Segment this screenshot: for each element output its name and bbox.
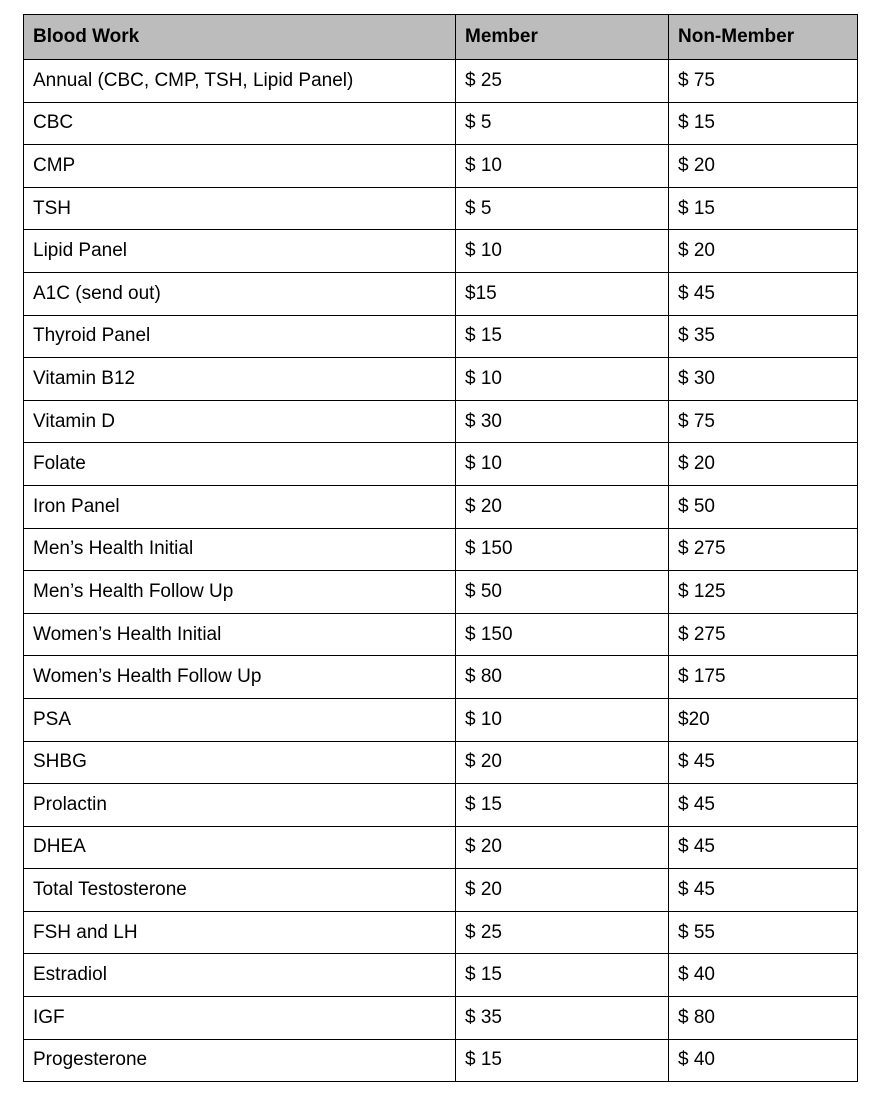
table-row [24,613,858,656]
member-price-cell: $ 80 [456,656,669,699]
member-price-cell: $ 20 [456,869,669,912]
table-row [24,528,858,571]
member-price-cell: $ 15 [456,315,669,358]
table-row [24,784,858,827]
non-member-price-cell: $ 55 [669,911,858,954]
test-name-cell: DHEA [24,826,456,869]
header-row [24,15,858,60]
test-name-cell: FSH and LH [24,911,456,954]
test-name-cell: Vitamin B12 [24,358,456,401]
non-member-price-cell: $ 45 [669,272,858,315]
non-member-price-cell: $ 45 [669,784,858,827]
blood-work-price-table [23,14,858,1082]
member-price-cell: $ 10 [456,443,669,486]
member-price-cell: $ 20 [456,741,669,784]
table-row [24,656,858,699]
test-name-cell: Men’s Health Initial [24,528,456,571]
test-name-cell: IGF [24,997,456,1040]
non-member-price-cell: $ 45 [669,741,858,784]
member-price-cell: $ 30 [456,400,669,443]
table-row [24,102,858,145]
table-row [24,443,858,486]
non-member-price-cell: $ 125 [669,571,858,614]
non-member-price-cell: $ 35 [669,315,858,358]
table-row [24,145,858,188]
test-name-cell: TSH [24,187,456,230]
table-row [24,358,858,401]
non-member-price-cell: $ 20 [669,145,858,188]
member-price-cell: $ 150 [456,528,669,571]
test-name-cell: Thyroid Panel [24,315,456,358]
member-price-cell: $ 35 [456,997,669,1040]
table-row [24,315,858,358]
member-price-cell: $ 10 [456,230,669,273]
test-name-cell: SHBG [24,741,456,784]
non-member-price-cell: $ 20 [669,230,858,273]
test-name-cell: Men’s Health Follow Up [24,571,456,614]
non-member-price-cell: $ 45 [669,826,858,869]
table-row [24,954,858,997]
non-member-price-cell: $ 275 [669,528,858,571]
non-member-price-cell: $ 15 [669,102,858,145]
table-row [24,60,858,103]
member-price-cell: $ 10 [456,698,669,741]
non-member-price-cell: $ 175 [669,656,858,699]
table-row [24,485,858,528]
non-member-price-cell: $ 30 [669,358,858,401]
member-price-cell: $ 20 [456,826,669,869]
non-member-price-cell: $ 80 [669,997,858,1040]
non-member-price-cell: $ 15 [669,187,858,230]
table-row [24,1039,858,1082]
non-member-price-cell: $ 75 [669,60,858,103]
member-price-cell: $ 5 [456,187,669,230]
test-name-cell: Annual (CBC, CMP, TSH, Lipid Panel) [24,60,456,103]
header-blood-work: Blood Work [24,15,456,60]
test-name-cell: Lipid Panel [24,230,456,273]
table-row [24,187,858,230]
member-price-cell: $ 15 [456,784,669,827]
table-row [24,571,858,614]
test-name-cell: Vitamin D [24,400,456,443]
test-name-cell: Total Testosterone [24,869,456,912]
test-name-cell: Estradiol [24,954,456,997]
member-price-cell: $15 [456,272,669,315]
non-member-price-cell: $ 40 [669,954,858,997]
test-name-cell: CMP [24,145,456,188]
test-name-cell: Iron Panel [24,485,456,528]
member-price-cell: $ 10 [456,145,669,188]
non-member-price-cell: $ 45 [669,869,858,912]
member-price-cell: $ 25 [456,60,669,103]
test-name-cell: Progesterone [24,1039,456,1082]
table-row [24,230,858,273]
table-header [24,15,858,60]
test-name-cell: CBC [24,102,456,145]
table-row [24,400,858,443]
table-row [24,869,858,912]
non-member-price-cell: $ 275 [669,613,858,656]
non-member-price-cell: $ 20 [669,443,858,486]
member-price-cell: $ 150 [456,613,669,656]
table-row [24,826,858,869]
table-row [24,272,858,315]
test-name-cell: A1C (send out) [24,272,456,315]
member-price-cell: $ 5 [456,102,669,145]
table-row [24,698,858,741]
test-name-cell: Prolactin [24,784,456,827]
member-price-cell: $ 20 [456,485,669,528]
non-member-price-cell: $ 50 [669,485,858,528]
table-row [24,911,858,954]
non-member-price-cell: $20 [669,698,858,741]
non-member-price-cell: $ 40 [669,1039,858,1082]
test-name-cell: Folate [24,443,456,486]
table-row [24,997,858,1040]
member-price-cell: $ 25 [456,911,669,954]
non-member-price-cell: $ 75 [669,400,858,443]
test-name-cell: PSA [24,698,456,741]
header-member: Member [456,15,669,60]
test-name-cell: Women’s Health Initial [24,613,456,656]
test-name-cell: Women’s Health Follow Up [24,656,456,699]
member-price-cell: $ 15 [456,1039,669,1082]
header-non-member: Non-Member [669,15,858,60]
table-row [24,741,858,784]
table-body [24,60,858,1082]
member-price-cell: $ 15 [456,954,669,997]
member-price-cell: $ 10 [456,358,669,401]
member-price-cell: $ 50 [456,571,669,614]
